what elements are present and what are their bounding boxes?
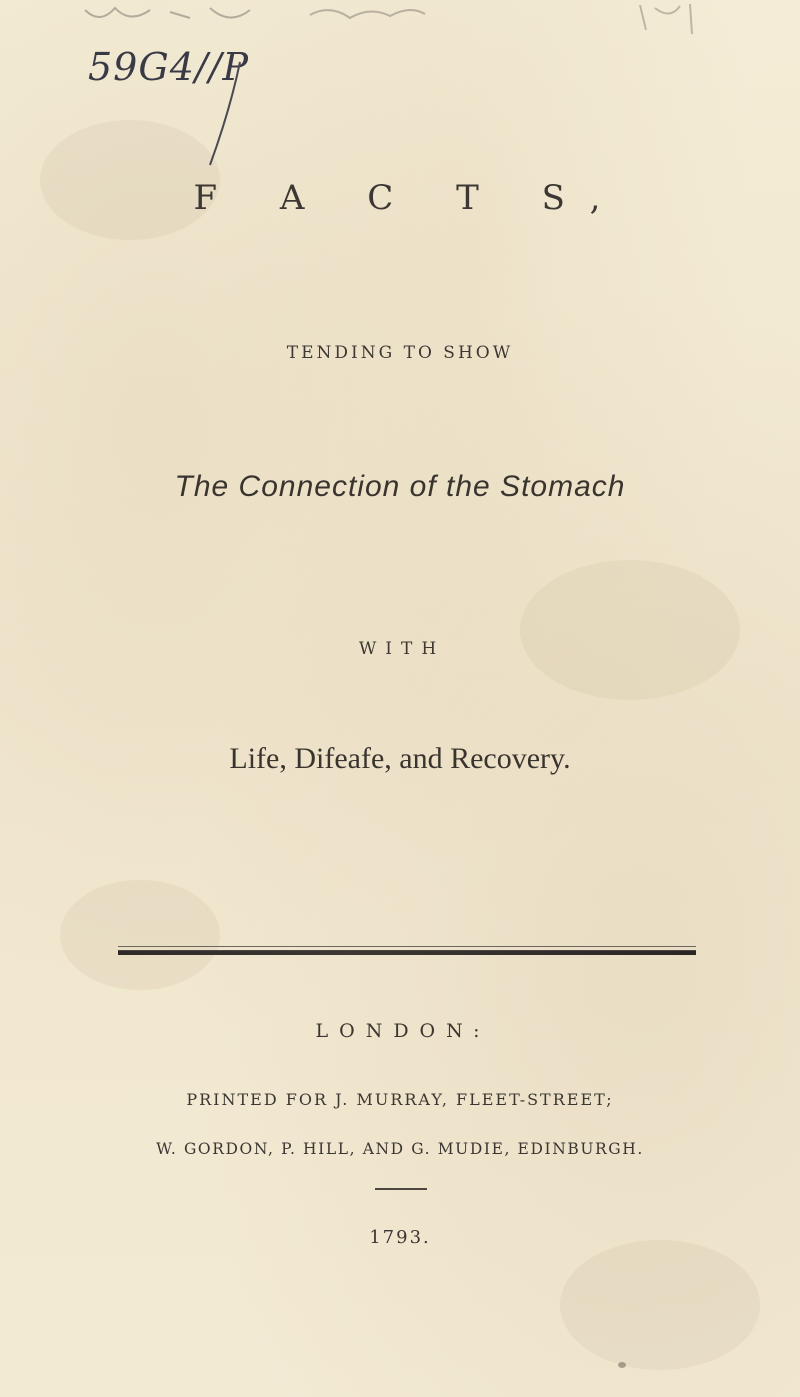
ink-smudge: [618, 1362, 626, 1368]
paper-stain: [60, 880, 220, 990]
subtitle-connection-of-stomach: The Connection of the Stomach: [174, 470, 626, 503]
paper-stain: [520, 560, 740, 700]
title-facts: F A C T S,: [193, 178, 627, 218]
subtitle-with: WITH: [358, 639, 446, 659]
divider-rule-thick: [118, 950, 696, 955]
imprint-printer: PRINTED FOR J. MURRAY, FLEET-STREET;: [186, 1090, 614, 1109]
divider-rule: [118, 946, 696, 947]
short-divider: [375, 1188, 427, 1190]
subtitle-tending-to-show: TENDING TO SHOW: [286, 343, 514, 363]
imprint-year: 1793.: [369, 1227, 431, 1248]
pencil-stroke: [200, 60, 280, 170]
subtitle-life-disease-recovery: Life, Difeafe, and Recovery.: [229, 742, 571, 775]
imprint-city: LONDON:: [315, 1020, 491, 1042]
faded-top-inscription: [80, 0, 720, 40]
paper-stain: [560, 1240, 760, 1370]
shelfmark-annotation: 59G4//P: [88, 45, 250, 89]
imprint-booksellers: W. GORDON, P. HILL, AND G. MUDIE, EDINBURGH.: [156, 1140, 644, 1158]
